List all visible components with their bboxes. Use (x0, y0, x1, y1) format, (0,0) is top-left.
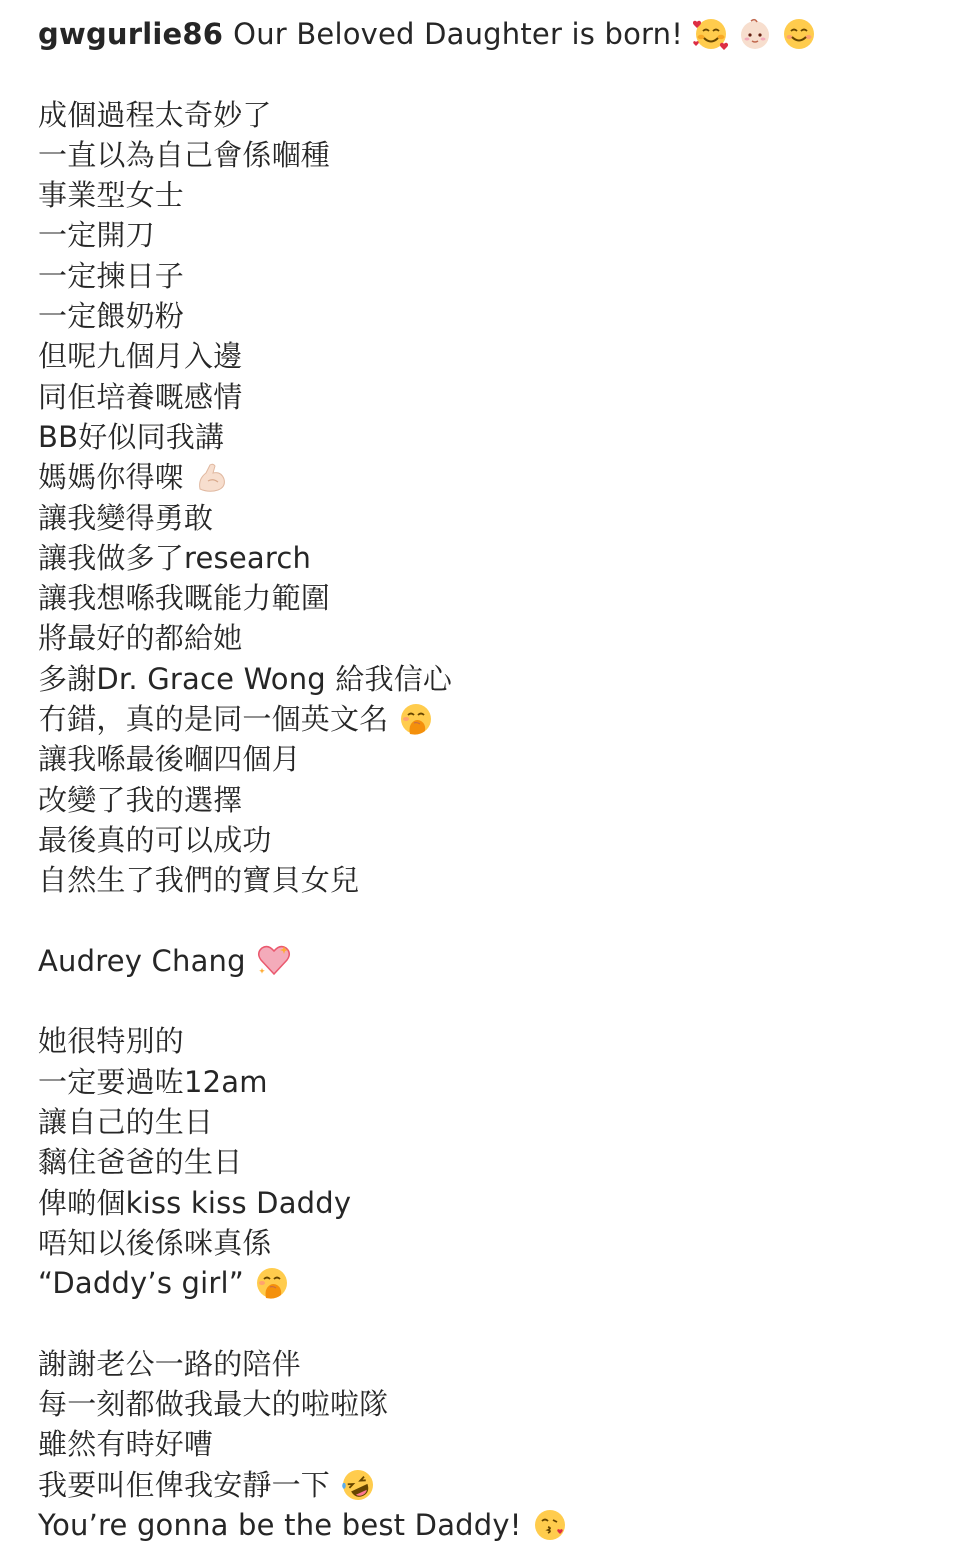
caption-line (38, 1344, 938, 1384)
caption-line-text: 雖然有時好嘈 (38, 1427, 214, 1462)
blank-line (38, 981, 938, 1021)
caption-line (38, 1424, 938, 1464)
caption-line-text: 我要叫佢俾我安靜一下 (38, 1467, 331, 1502)
caption-line (38, 498, 938, 538)
caption-line (38, 578, 938, 618)
caption-line (38, 377, 938, 417)
caption-line (38, 135, 938, 175)
caption-line-text: 將最好的都給她 (38, 621, 243, 656)
caption-line (38, 820, 938, 860)
caption-line (38, 175, 938, 215)
caption-line-text: 多謝Dr. Grace Wong 給我信心 (38, 661, 453, 696)
flexed-biceps-icon (194, 459, 230, 495)
caption-line (38, 457, 938, 497)
caption-line (38, 296, 938, 336)
caption-line-text: 改變了我的選擇 (38, 782, 243, 817)
caption-line-text: 一定揀日子 (38, 258, 185, 293)
caption-line-text: 最後真的可以成功 (38, 822, 272, 857)
caption-line-text: 成個過程太奇妙了 (38, 97, 272, 132)
smiling-face-with-hearts-icon (693, 16, 729, 52)
username-link[interactable]: gwgurlie86 (38, 17, 224, 51)
caption-line (38, 739, 938, 779)
caption-line-text: BB好似同我講 (38, 419, 225, 454)
caption-body (38, 95, 938, 1545)
caption-line-text: 媽媽你得㗎 (38, 460, 185, 495)
caption-line-text: 黐住爸爸的生日 (38, 1145, 243, 1180)
caption-line-text: 但呢九個月入邊 (38, 339, 243, 374)
caption-line-text: 一定餵奶粉 (38, 299, 185, 334)
caption-line-text: 讓自己的生日 (38, 1105, 214, 1140)
caption-line (38, 1223, 938, 1263)
rolling-on-floor-laughing-icon (340, 1467, 376, 1503)
blank-line (38, 901, 938, 941)
caption-line-text: 俾啲個kiss kiss Daddy (38, 1185, 352, 1220)
caption-line (38, 1465, 938, 1505)
caption-line (38, 336, 938, 376)
smiling-face-icon (781, 16, 817, 52)
caption-line-text: 唔知以後係咪真係 (38, 1225, 272, 1260)
caption-line-text: 讓我做多了research (38, 540, 312, 575)
caption-line-text: 讓我變得勇敢 (38, 500, 214, 535)
caption-line (38, 1102, 938, 1142)
caption-line-text: 讓我喺最後嗰四個月 (38, 742, 301, 777)
post-caption (38, 14, 938, 1545)
face-blowing-kiss-icon (532, 1507, 568, 1543)
caption-line-text: 一定要過咗12am (38, 1064, 268, 1099)
caption-line (38, 1263, 938, 1303)
caption-line-text: 讓我想喺我嘅能力範圍 (38, 581, 331, 616)
caption-line (38, 215, 938, 255)
headline-text: Our Beloved Daughter is born! (233, 17, 684, 51)
caption-line-text: You’re gonna be the best Daddy! (38, 1507, 522, 1542)
caption-line-text: 謝謝老公一路的陪伴 (38, 1346, 301, 1381)
caption-line (38, 699, 938, 739)
caption-line-text: 同佢培養嘅感情 (38, 379, 243, 414)
caption-line-text: 每一刻都做我最大的啦啦隊 (38, 1387, 389, 1422)
caption-line (38, 780, 938, 820)
blank-line (38, 54, 938, 94)
caption-line-text: 冇錯，真的是同一個英文名 (38, 702, 389, 737)
hand-over-mouth-icon (254, 1265, 290, 1301)
baby-icon (737, 16, 773, 52)
caption-line-text: 事業型女士 (38, 178, 185, 213)
sparkling-heart-icon (256, 943, 292, 979)
caption-line-text: 一直以為自己會係嗰種 (38, 137, 331, 172)
caption-line (38, 1142, 938, 1182)
caption-line-text: Audrey Chang (38, 943, 246, 978)
caption-line (38, 1505, 938, 1545)
caption-line (38, 538, 938, 578)
caption-line (38, 1062, 938, 1102)
caption-line-text: 一定開刀 (38, 218, 155, 253)
blank-line (38, 1304, 938, 1344)
caption-line (38, 95, 938, 135)
caption-line (38, 1384, 938, 1424)
caption-line-text: “Daddy’s girl” (38, 1266, 245, 1301)
caption-line (38, 1021, 938, 1061)
caption-line (38, 941, 938, 981)
caption-line (38, 1183, 938, 1223)
caption-line (38, 618, 938, 658)
caption-line-text: 她很特別的 (38, 1024, 185, 1059)
caption-headline (38, 14, 938, 54)
caption-line (38, 417, 938, 457)
caption-line (38, 860, 938, 900)
hand-over-mouth-icon (398, 701, 434, 737)
caption-line (38, 659, 938, 699)
caption-line (38, 256, 938, 296)
caption-line-text: 自然生了我們的寶貝女兒 (38, 863, 360, 898)
